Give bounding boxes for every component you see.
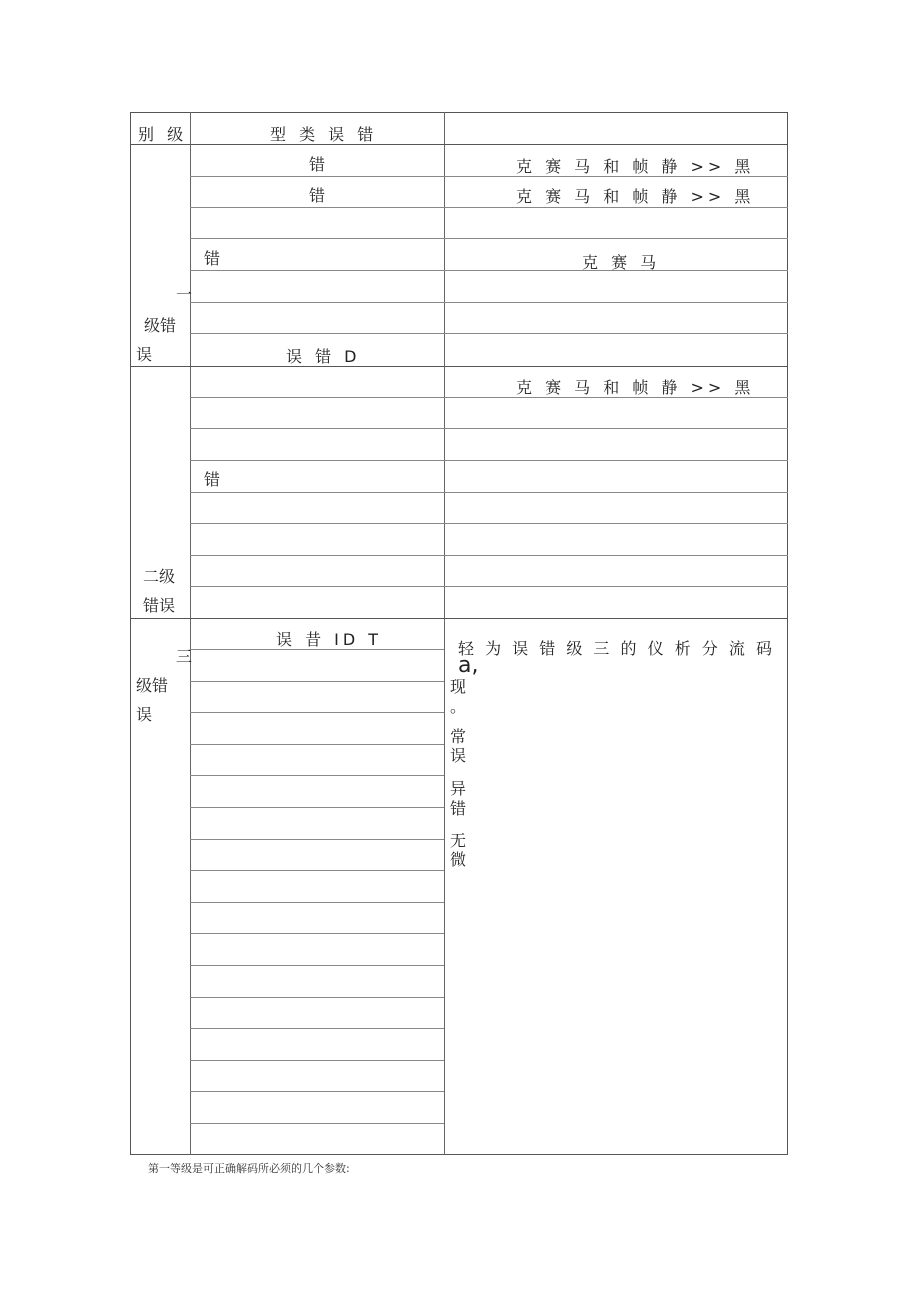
level3-desc-char: 无 xyxy=(450,831,467,850)
row-line xyxy=(190,492,788,493)
row-line xyxy=(190,870,444,871)
col-divider-2 xyxy=(444,112,445,1155)
row-line xyxy=(190,302,788,303)
level1-label-dash: 一 xyxy=(176,285,193,304)
row-line xyxy=(190,1123,444,1124)
row-line xyxy=(190,839,444,840)
level2-row1-desc: 克 赛 马 和 帧 静 >> 黑 xyxy=(516,378,755,397)
level3-desc-char: 错 xyxy=(450,799,467,818)
row-line xyxy=(190,997,444,998)
level-divider xyxy=(130,618,788,619)
level3-desc-char: 。 xyxy=(450,697,467,716)
level2-label-line1: 二级 xyxy=(143,567,176,586)
level1-row2-type: 错 xyxy=(309,186,326,205)
level1-label-line2: 误 xyxy=(136,345,153,364)
level3-desc-char: 微 xyxy=(450,850,467,869)
footnote-text: 第一等级是可正确解码所必须的几个参数: xyxy=(148,1162,350,1175)
row-line xyxy=(190,1028,444,1029)
row-line xyxy=(190,933,444,934)
col-divider-1 xyxy=(190,112,191,1155)
level3-label-line2: 误 xyxy=(136,705,153,724)
row-line xyxy=(190,586,788,587)
level1-label-line1: 级错 xyxy=(144,316,177,335)
level1-row1-type: 错 xyxy=(309,155,326,174)
row-line xyxy=(190,428,788,429)
level2-label-line2: 错误 xyxy=(143,596,176,615)
level3-desc-char: 现 xyxy=(450,677,467,696)
level1-row7-type: 误 错 D xyxy=(286,347,361,366)
row-line xyxy=(190,238,788,239)
header-type-label: 型 类 误 错 xyxy=(270,125,378,144)
level1-row4-desc: 克 赛 马 xyxy=(582,253,661,272)
row-line xyxy=(190,523,788,524)
row-line xyxy=(190,681,444,682)
level3-desc-char: 异 xyxy=(450,779,467,798)
level2-row4-type: 错 xyxy=(204,470,221,489)
row-line xyxy=(190,333,788,334)
level3-row1-type: 误 昔 ID T xyxy=(276,630,383,649)
error-level-table xyxy=(130,112,788,1155)
row-line xyxy=(190,902,444,903)
level3-label-dash: 三 xyxy=(176,647,193,666)
row-line xyxy=(190,744,444,745)
level-divider xyxy=(130,366,788,367)
header-divider xyxy=(130,144,788,145)
row-line xyxy=(190,965,444,966)
level3-desc-char: 常 xyxy=(450,727,467,746)
row-line xyxy=(190,1091,444,1092)
row-line xyxy=(190,555,788,556)
row-line xyxy=(190,207,788,208)
header-level-label: 别 级 xyxy=(138,125,188,144)
level1-row4-type: 错 xyxy=(204,249,221,268)
row-line xyxy=(190,775,444,776)
row-line xyxy=(190,712,444,713)
row-line xyxy=(190,270,788,271)
row-line xyxy=(190,1060,444,1061)
level3-label-line1: 级错 xyxy=(136,676,169,695)
level3-desc-char: 误 xyxy=(450,746,467,765)
row-line xyxy=(190,807,444,808)
level3-desc-a: a, xyxy=(458,653,479,678)
level1-row1-desc: 克 赛 马 和 帧 静 >> 黑 xyxy=(516,157,755,176)
level3-desc-line: 轻 为 误 错 级 三 的 仪 析 分 流 码 xyxy=(458,639,775,658)
level1-row2-desc: 克 赛 马 和 帧 静 >> 黑 xyxy=(516,187,755,206)
row-line xyxy=(190,460,788,461)
